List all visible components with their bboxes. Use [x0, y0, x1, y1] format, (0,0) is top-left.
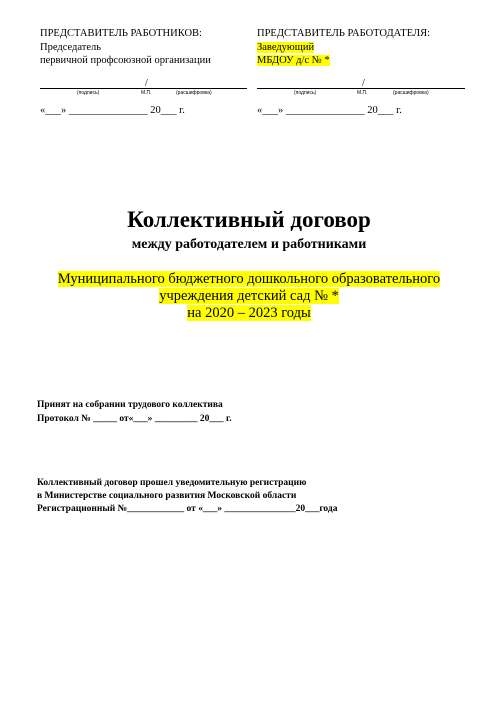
- employer-stamp-caption: М.П.: [357, 90, 368, 96]
- employees-signature-line: [40, 88, 247, 89]
- employees-signature-slash: /: [145, 78, 148, 89]
- employees-signature-caption: (подпись): [77, 90, 100, 96]
- employees-representative-position: Председатель: [40, 42, 102, 53]
- employer-representative-position: Заведующий: [257, 42, 315, 53]
- adoption-protocol-line: Протокол № _____ от«___» _________ 20___ г.: [37, 414, 232, 424]
- employees-stamp-caption: М.П.: [141, 90, 152, 96]
- employer-position-wrapper: [257, 41, 314, 54]
- document-subtitle: между работодателем и работниками: [131, 237, 367, 252]
- organization-line-2-wrapper: [0, 288, 498, 304]
- employees-representative-organization: первичной профсоюзной организации: [40, 55, 211, 66]
- employees-name-caption: (расшифровка): [176, 90, 212, 96]
- employer-signature-caption: (подпись): [294, 90, 317, 96]
- employer-signature-slash: /: [362, 78, 365, 89]
- employer-name-caption: (расшифровка): [393, 90, 429, 96]
- employer-representative-title: ПРЕДСТАВИТЕЛЬ РАБОТОДАТЕЛЯ:: [257, 28, 431, 39]
- document-title: Коллективный договор: [127, 207, 371, 232]
- registration-number-line: Регистрационный №____________ от «___» _______________20___года: [37, 504, 338, 514]
- adoption-statement: Принят на собрании трудового коллектива: [37, 400, 223, 410]
- organization-line-2: учреждения детский сад № *: [159, 288, 339, 304]
- registration-statement: Коллективный договор прошел уведомительную регистрацию: [37, 478, 307, 488]
- registration-ministry: в Министерстве социального развития Московской области: [37, 491, 297, 501]
- contract-period-wrapper: [0, 305, 498, 321]
- employees-date-line: «___» _______________ 20___ г.: [40, 105, 185, 116]
- employer-date-line: «___» _______________ 20___ г.: [257, 105, 402, 116]
- employer-organization-wrapper: [257, 54, 330, 67]
- employer-signature-line: [257, 88, 465, 89]
- contract-period: на 2020 – 2023 годы: [187, 305, 311, 321]
- employer-representative-organization: МБДОУ д/с № *: [257, 55, 330, 66]
- organization-line-1-wrapper: [0, 271, 498, 287]
- organization-line-1: Муниципального бюджетного дошкольного образовательного: [57, 271, 441, 287]
- employees-representative-title: ПРЕДСТАВИТЕЛЬ РАБОТНИКОВ:: [40, 28, 202, 39]
